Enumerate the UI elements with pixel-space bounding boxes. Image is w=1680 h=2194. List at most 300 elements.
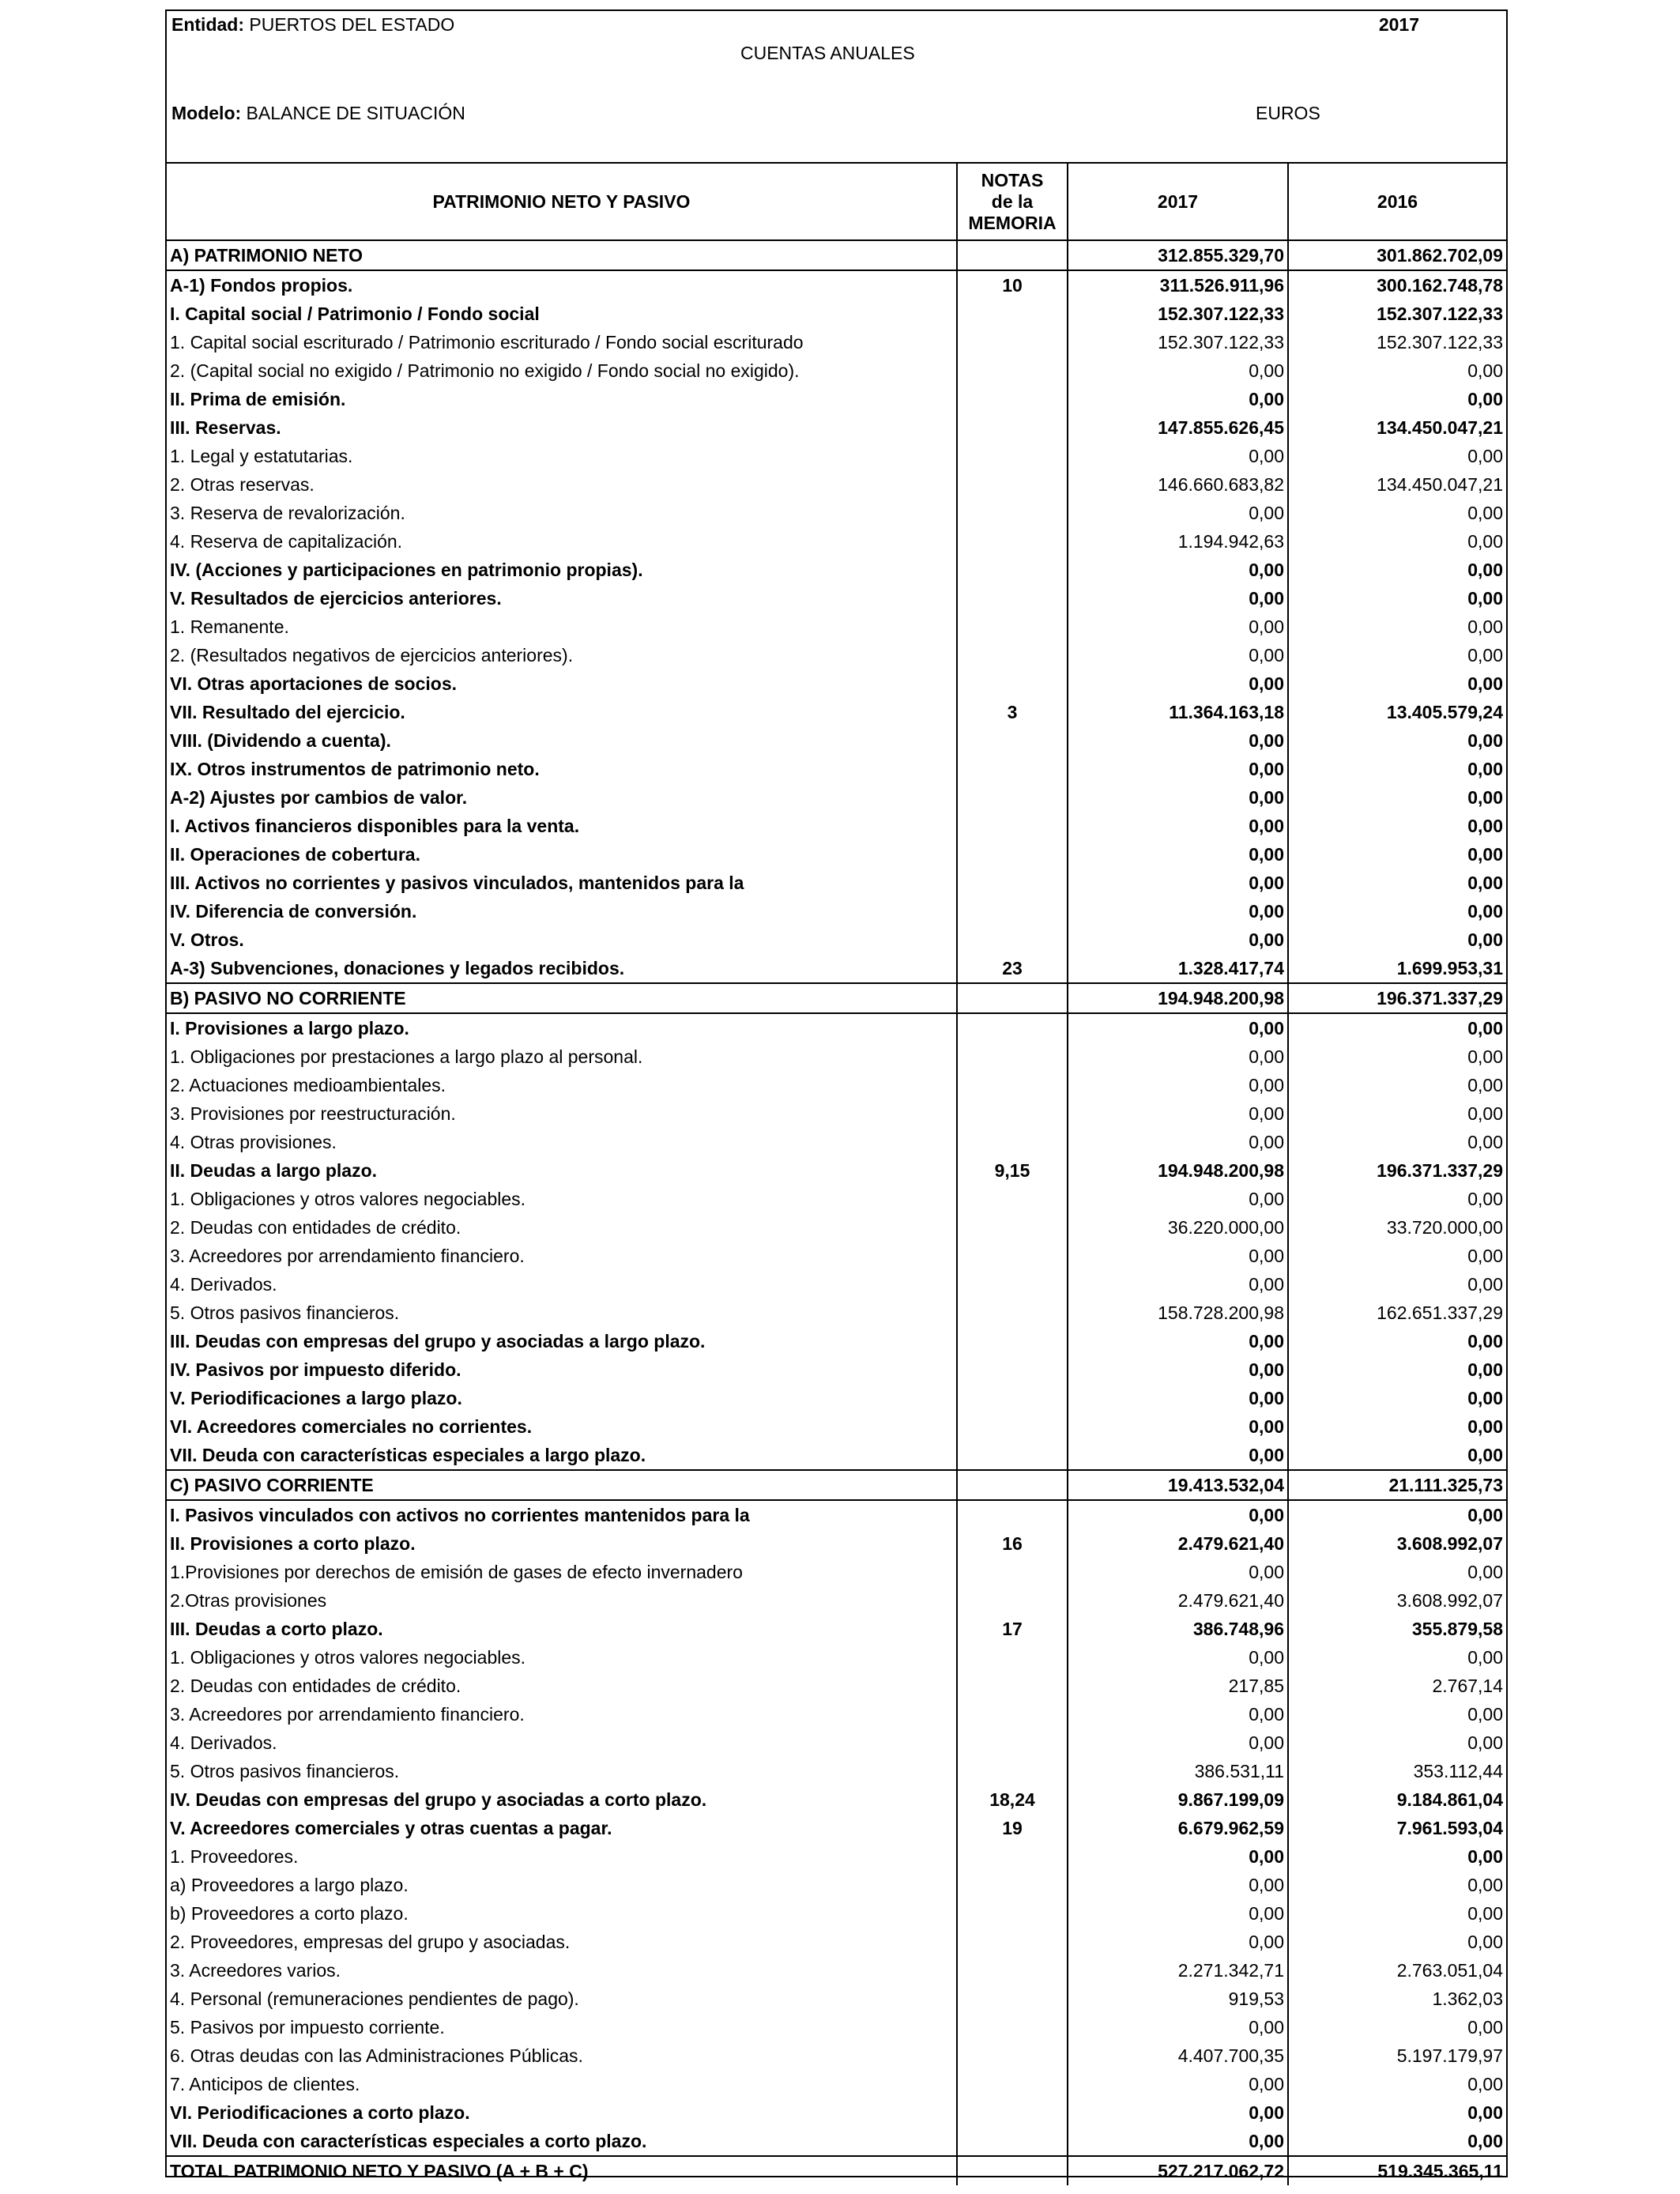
row-value-2017: 0,00 [1068, 869, 1288, 897]
row-value-2016: 2.767,14 [1288, 1672, 1506, 1700]
row-nota: 23 [957, 954, 1068, 983]
row-value-2017: 158.728.200,98 [1068, 1299, 1288, 1327]
table-row [167, 1558, 1506, 1586]
row-value-2016: 353.112,44 [1288, 1757, 1506, 1785]
row-label: 1. Legal y estatutarias. [170, 446, 353, 466]
row-nota [957, 726, 1068, 755]
row-nota [957, 470, 1068, 499]
row-label: II. Deudas a largo plazo. [170, 1160, 378, 1181]
row-value-2016: 0,00 [1288, 385, 1506, 413]
table-row [167, 2098, 1506, 2127]
table-row [167, 1728, 1506, 1757]
row-value-2017: 217,85 [1068, 1672, 1288, 1700]
row-label: 1. Obligaciones por prestaciones a largo plazo al personal. [170, 1046, 643, 1067]
row-label: B) PASIVO NO CORRIENTE [167, 983, 957, 1013]
row-value-2017: 0,00 [1068, 1128, 1288, 1156]
row-nota [957, 1643, 1068, 1672]
row-label: 4. Derivados. [170, 1732, 277, 1753]
row-label: VII. Deuda con características especiales a largo plazo. [170, 1445, 646, 1465]
row-label: 5. Pasivos por impuesto corriente. [170, 2017, 445, 2038]
row-value-2017: 1.194.942,63 [1068, 527, 1288, 556]
row-label: A) PATRIMONIO NETO [167, 240, 957, 270]
row-label: V. Resultados de ejercicios anteriores. [170, 588, 502, 609]
table-row [167, 1042, 1506, 1071]
row-nota [957, 442, 1068, 470]
row-value-2016: 152.307.122,33 [1288, 300, 1506, 328]
row-value-2016: 0,00 [1288, 499, 1506, 527]
notas-line-3: MEMORIA [968, 212, 1057, 233]
row-value-2017: 312.855.329,70 [1068, 240, 1288, 270]
row-nota [957, 1956, 1068, 1985]
row-value-2017: 386.748,96 [1068, 1615, 1288, 1643]
row-value-2016: 134.450.047,21 [1288, 413, 1506, 442]
row-value-2017: 2.479.621,40 [1068, 1586, 1288, 1615]
row-value-2017: 0,00 [1068, 755, 1288, 783]
row-nota [957, 556, 1068, 584]
row-label: VII. Deuda con características especiales a corto plazo. [170, 2131, 647, 2151]
row-value-2017: 0,00 [1068, 1441, 1288, 1470]
table-row [167, 1185, 1506, 1213]
row-value-2017: 0,00 [1068, 840, 1288, 869]
row-value-2016: 0,00 [1288, 1099, 1506, 1128]
row-nota [957, 2156, 1068, 2185]
row-value-2016: 0,00 [1288, 726, 1506, 755]
table-row [167, 925, 1506, 954]
row-value-2016: 0,00 [1288, 755, 1506, 783]
row-value-2016: 0,00 [1288, 1412, 1506, 1441]
row-value-2017: 0,00 [1068, 726, 1288, 755]
row-value-2017: 19.413.532,04 [1068, 1470, 1288, 1500]
row-label: 7. Anticipos de clientes. [170, 2074, 360, 2094]
row-label: III. Activos no corrientes y pasivos vinculados, mantenidos para la [170, 873, 744, 893]
row-nota: 16 [957, 1529, 1068, 1558]
row-value-2017: 1.328.417,74 [1068, 954, 1288, 983]
balance-sheet [165, 9, 1508, 2181]
row-value-2017: 147.855.626,45 [1068, 413, 1288, 442]
row-nota [957, 812, 1068, 840]
row-value-2017: 0,00 [1068, 1071, 1288, 1099]
row-value-2016: 0,00 [1288, 1071, 1506, 1099]
row-label: 5. Otros pasivos financieros. [170, 1761, 400, 1781]
row-value-2016: 0,00 [1288, 584, 1506, 613]
row-value-2017: 527.217.062,72 [1068, 2156, 1288, 2185]
row-value-2016: 0,00 [1288, 1928, 1506, 1956]
row-value-2016: 196.371.337,29 [1288, 983, 1506, 1013]
row-value-2017: 0,00 [1068, 1500, 1288, 1529]
row-label: VII. Resultado del ejercicio. [170, 702, 405, 722]
row-value-2017: 0,00 [1068, 1355, 1288, 1384]
row-label: 1. Obligaciones y otros valores negociables. [170, 1647, 526, 1668]
row-nota [957, 328, 1068, 356]
row-value-2017: 0,00 [1068, 1042, 1288, 1071]
row-nota: 10 [957, 270, 1068, 300]
row-nota [957, 499, 1068, 527]
row-label: 4. Derivados. [170, 1274, 277, 1295]
table-row [167, 1956, 1506, 1985]
row-nota [957, 1757, 1068, 1785]
row-value-2017: 0,00 [1068, 2013, 1288, 2041]
row-label: V. Acreedores comerciales y otras cuentas a pagar. [170, 1818, 612, 1838]
row-label: II. Prima de emisión. [170, 389, 346, 409]
column-header-row [167, 164, 1506, 240]
row-value-2017: 311.526.911,96 [1068, 270, 1288, 300]
table-row [167, 1615, 1506, 1643]
table-row [167, 356, 1506, 385]
row-nota [957, 2098, 1068, 2127]
modelo-label: Modelo: [171, 103, 242, 123]
table-row [167, 1355, 1506, 1384]
report-year: 2017 [1378, 14, 1419, 35]
row-label: 1. Proveedores. [170, 1846, 299, 1867]
row-label: III. Deudas con empresas del grupo y asociadas a largo plazo. [170, 1331, 706, 1351]
table-row [167, 1985, 1506, 2013]
row-value-2017: 0,00 [1068, 1270, 1288, 1299]
table-row [167, 1757, 1506, 1785]
row-value-2016: 5.197.179,97 [1288, 2041, 1506, 2070]
row-value-2017: 0,00 [1068, 1412, 1288, 1441]
row-value-2017: 0,00 [1068, 1242, 1288, 1270]
table-row [167, 385, 1506, 413]
row-label: I. Provisiones a largo plazo. [170, 1018, 409, 1039]
col-header-notas [957, 164, 1068, 240]
table-row [167, 1928, 1506, 1956]
row-nota [957, 1213, 1068, 1242]
row-label: TOTAL PATRIMONIO NETO Y PASIVO (A + B + C) [167, 2156, 957, 2185]
row-nota [957, 1071, 1068, 1099]
row-nota [957, 1013, 1068, 1042]
row-label: IV. Diferencia de conversión. [170, 901, 417, 922]
row-label: 1. Capital social escriturado / Patrimonio escriturado / Fondo social escriturado [170, 332, 804, 352]
table-row [167, 1700, 1506, 1728]
row-value-2016: 0,00 [1288, 1384, 1506, 1412]
row-nota [957, 1128, 1068, 1156]
row-value-2017: 0,00 [1068, 442, 1288, 470]
col-header-desc: PATRIMONIO NETO Y PASIVO [167, 164, 957, 240]
row-nota: 17 [957, 1615, 1068, 1643]
row-value-2016: 0,00 [1288, 1643, 1506, 1672]
row-nota [957, 1099, 1068, 1128]
row-nota [957, 897, 1068, 925]
row-value-2016: 0,00 [1288, 1558, 1506, 1586]
row-value-2016: 0,00 [1288, 1185, 1506, 1213]
row-value-2017: 0,00 [1068, 1384, 1288, 1412]
row-value-2017: 0,00 [1068, 556, 1288, 584]
row-value-2017: 152.307.122,33 [1068, 300, 1288, 328]
row-value-2017: 0,00 [1068, 385, 1288, 413]
row-label: 2. Otras reservas. [170, 474, 315, 495]
row-nota [957, 1871, 1068, 1899]
row-label: 2. Actuaciones medioambientales. [170, 1075, 446, 1095]
row-nota [957, 1412, 1068, 1441]
row-nota [957, 925, 1068, 954]
table-row [167, 2041, 1506, 2070]
row-value-2016: 0,00 [1288, 812, 1506, 840]
row-value-2017: 0,00 [1068, 1700, 1288, 1728]
table-row [167, 1099, 1506, 1128]
row-value-2017: 194.948.200,98 [1068, 1156, 1288, 1185]
row-nota [957, 1355, 1068, 1384]
row-nota: 19 [957, 1814, 1068, 1842]
row-nota [957, 613, 1068, 641]
table-row [167, 1814, 1506, 1842]
row-value-2016: 1.362,03 [1288, 1985, 1506, 2013]
row-label: 2. Proveedores, empresas del grupo y asociadas. [170, 1932, 571, 1952]
table-row [167, 527, 1506, 556]
table-row [167, 1842, 1506, 1871]
table-row [167, 1412, 1506, 1441]
row-nota [957, 869, 1068, 897]
row-label: II. Provisiones a corto plazo. [170, 1533, 416, 1554]
row-nota [957, 584, 1068, 613]
row-value-2017: 152.307.122,33 [1068, 328, 1288, 356]
row-value-2016: 0,00 [1288, 1128, 1506, 1156]
table-row [167, 641, 1506, 669]
row-nota [957, 1928, 1068, 1956]
table-row [167, 1327, 1506, 1355]
row-value-2017: 0,00 [1068, 2098, 1288, 2127]
row-value-2016: 0,00 [1288, 840, 1506, 869]
table-row [167, 1529, 1506, 1558]
row-value-2016: 0,00 [1288, 1500, 1506, 1529]
table-row [167, 812, 1506, 840]
row-nota [957, 356, 1068, 385]
table-row [167, 897, 1506, 925]
modelo-value: BALANCE DE SITUACIÓN [246, 103, 465, 123]
row-value-2017: 0,00 [1068, 584, 1288, 613]
row-value-2017: 0,00 [1068, 356, 1288, 385]
table-row [167, 1470, 1506, 1500]
row-value-2017: 4.407.700,35 [1068, 2041, 1288, 2070]
table-row [167, 613, 1506, 641]
table-row [167, 726, 1506, 755]
modelo-line [171, 103, 465, 124]
row-label: III. Reservas. [170, 417, 281, 438]
row-value-2016: 0,00 [1288, 1700, 1506, 1728]
row-nota: 18,24 [957, 1785, 1068, 1814]
row-value-2016: 0,00 [1288, 1899, 1506, 1928]
entidad-value: PUERTOS DEL ESTADO [249, 14, 455, 35]
row-label: 3. Acreedores por arrendamiento financiero. [170, 1246, 525, 1266]
row-value-2016: 2.763.051,04 [1288, 1956, 1506, 1985]
row-value-2016: 0,00 [1288, 897, 1506, 925]
row-nota [957, 641, 1068, 669]
row-label: V. Otros. [170, 929, 244, 950]
row-value-2016: 0,00 [1288, 527, 1506, 556]
row-value-2017: 0,00 [1068, 1899, 1288, 1928]
row-nota [957, 1470, 1068, 1500]
row-value-2017: 0,00 [1068, 897, 1288, 925]
row-value-2017: 194.948.200,98 [1068, 983, 1288, 1013]
row-nota: 9,15 [957, 1156, 1068, 1185]
row-label: 1. Obligaciones y otros valores negociables. [170, 1189, 526, 1209]
row-label: 3. Reserva de revalorización. [170, 503, 405, 523]
row-nota [957, 1842, 1068, 1871]
row-label: V. Periodificaciones a largo plazo. [170, 1388, 462, 1408]
row-value-2016: 0,00 [1288, 925, 1506, 954]
row-value-2016: 0,00 [1288, 1842, 1506, 1871]
row-nota [957, 669, 1068, 698]
table-row [167, 1384, 1506, 1412]
row-nota [957, 1500, 1068, 1529]
table-row [167, 669, 1506, 698]
row-nota [957, 1985, 1068, 2013]
row-nota [957, 1242, 1068, 1270]
row-label: b) Proveedores a corto plazo. [170, 1903, 409, 1924]
row-value-2016: 196.371.337,29 [1288, 1156, 1506, 1185]
row-value-2016: 21.111.325,73 [1288, 1470, 1506, 1500]
row-label: VI. Periodificaciones a corto plazo. [170, 2102, 470, 2123]
row-nota [957, 755, 1068, 783]
row-nota [957, 1672, 1068, 1700]
row-value-2017: 2.271.342,71 [1068, 1956, 1288, 1985]
row-label: IV. (Acciones y participaciones en patrimonio propias). [170, 560, 643, 580]
table-row [167, 869, 1506, 897]
row-label: 3. Acreedores por arrendamiento financiero. [170, 1704, 525, 1725]
table-row [167, 1013, 1506, 1042]
row-value-2016: 0,00 [1288, 356, 1506, 385]
row-value-2016: 0,00 [1288, 1728, 1506, 1757]
row-value-2017: 36.220.000,00 [1068, 1213, 1288, 1242]
table-row [167, 2156, 1506, 2185]
row-label: IV. Pasivos por impuesto diferido. [170, 1359, 461, 1380]
entidad-line [171, 14, 454, 36]
row-value-2016: 13.405.579,24 [1288, 698, 1506, 726]
table-row [167, 413, 1506, 442]
row-value-2016: 301.862.702,09 [1288, 240, 1506, 270]
table-row [167, 783, 1506, 812]
row-value-2017: 0,00 [1068, 1871, 1288, 1899]
row-label: 5. Otros pasivos financieros. [170, 1302, 400, 1323]
row-label: IX. Otros instrumentos de patrimonio neto. [170, 759, 540, 779]
row-value-2016: 0,00 [1288, 669, 1506, 698]
row-label: 4. Otras provisiones. [170, 1132, 337, 1152]
row-value-2016: 0,00 [1288, 869, 1506, 897]
row-value-2017: 0,00 [1068, 669, 1288, 698]
row-nota [957, 2013, 1068, 2041]
row-label: 1. Remanente. [170, 616, 289, 637]
row-value-2016: 134.450.047,21 [1288, 470, 1506, 499]
row-value-2016: 355.879,58 [1288, 1615, 1506, 1643]
table-row [167, 698, 1506, 726]
row-nota [957, 240, 1068, 270]
row-value-2016: 0,00 [1288, 1270, 1506, 1299]
entidad-label: Entidad: [171, 14, 244, 35]
table-row [167, 1213, 1506, 1242]
row-value-2017: 0,00 [1068, 1185, 1288, 1213]
col-header-2017: 2017 [1068, 164, 1288, 240]
row-value-2017: 0,00 [1068, 2127, 1288, 2156]
row-label: VI. Otras aportaciones de socios. [170, 673, 458, 694]
notas-line-1: NOTAS [981, 169, 1044, 190]
row-value-2016: 0,00 [1288, 556, 1506, 584]
table-row [167, 556, 1506, 584]
table-row [167, 1441, 1506, 1470]
table-row [167, 2070, 1506, 2098]
row-nota [957, 983, 1068, 1013]
row-nota [957, 1270, 1068, 1299]
row-value-2017: 0,00 [1068, 1327, 1288, 1355]
balance-table [167, 164, 1506, 2185]
row-label: 2. Deudas con entidades de crédito. [170, 1217, 461, 1238]
row-value-2017: 6.679.962,59 [1068, 1814, 1288, 1842]
row-value-2017: 0,00 [1068, 641, 1288, 669]
row-nota [957, 413, 1068, 442]
row-value-2017: 0,00 [1068, 1099, 1288, 1128]
table-row [167, 270, 1506, 300]
row-label: VI. Acreedores comerciales no corrientes. [170, 1416, 533, 1437]
row-value-2017: 0,00 [1068, 925, 1288, 954]
row-label: A-3) Subvenciones, donaciones y legados recibidos. [170, 958, 625, 978]
row-label: 4. Personal (remuneraciones pendientes de pago). [170, 1989, 579, 2009]
row-value-2017: 0,00 [1068, 1643, 1288, 1672]
row-value-2016: 9.184.861,04 [1288, 1785, 1506, 1814]
row-label: 2. (Capital social no exigido / Patrimonio no exigido / Fondo social no exigido). [170, 360, 800, 381]
table-row [167, 1672, 1506, 1700]
row-value-2017: 0,00 [1068, 613, 1288, 641]
table-row [167, 1128, 1506, 1156]
row-nota [957, 2070, 1068, 2098]
row-nota [957, 1185, 1068, 1213]
table-row [167, 300, 1506, 328]
row-value-2016: 0,00 [1288, 1871, 1506, 1899]
row-nota [957, 1042, 1068, 1071]
row-value-2017: 919,53 [1068, 1985, 1288, 2013]
row-value-2017: 2.479.621,40 [1068, 1529, 1288, 1558]
row-value-2017: 11.364.163,18 [1068, 698, 1288, 726]
row-value-2017: 0,00 [1068, 1558, 1288, 1586]
row-nota [957, 1558, 1068, 1586]
row-nota [957, 1700, 1068, 1728]
table-row [167, 1643, 1506, 1672]
table-row [167, 2013, 1506, 2041]
table-row [167, 840, 1506, 869]
row-value-2016: 0,00 [1288, 1327, 1506, 1355]
table-row [167, 1899, 1506, 1928]
row-value-2016: 0,00 [1288, 783, 1506, 812]
row-value-2016: 3.608.992,07 [1288, 1586, 1506, 1615]
row-nota [957, 840, 1068, 869]
row-value-2016: 0,00 [1288, 2013, 1506, 2041]
table-row [167, 1242, 1506, 1270]
table-row [167, 954, 1506, 983]
row-label: VIII. (Dividendo a cuenta). [170, 730, 391, 751]
row-value-2017: 0,00 [1068, 1728, 1288, 1757]
row-value-2017: 0,00 [1068, 783, 1288, 812]
row-value-2016: 33.720.000,00 [1288, 1213, 1506, 1242]
row-nota [957, 1728, 1068, 1757]
row-label: A-2) Ajustes por cambios de valor. [170, 787, 468, 808]
row-label: I. Pasivos vinculados con activos no corrientes mantenidos para la [170, 1505, 750, 1525]
row-value-2016: 300.162.748,78 [1288, 270, 1506, 300]
row-nota [957, 527, 1068, 556]
row-value-2017: 386.531,11 [1068, 1757, 1288, 1785]
notas-line-2: de la [991, 190, 1034, 212]
table-row [167, 1071, 1506, 1099]
row-value-2016: 0,00 [1288, 2070, 1506, 2098]
row-value-2016: 162.651.337,29 [1288, 1299, 1506, 1327]
table-row [167, 1586, 1506, 1615]
row-nota [957, 1586, 1068, 1615]
table-row [167, 442, 1506, 470]
row-label: C) PASIVO CORRIENTE [167, 1470, 957, 1500]
row-label: 6. Otras deudas con las Administraciones Públicas. [170, 2045, 583, 2066]
table-row [167, 328, 1506, 356]
row-value-2017: 9.867.199,09 [1068, 1785, 1288, 1814]
table-row [167, 470, 1506, 499]
row-value-2017: 0,00 [1068, 2070, 1288, 2098]
row-value-2016: 0,00 [1288, 641, 1506, 669]
row-label: A-1) Fondos propios. [170, 275, 353, 296]
